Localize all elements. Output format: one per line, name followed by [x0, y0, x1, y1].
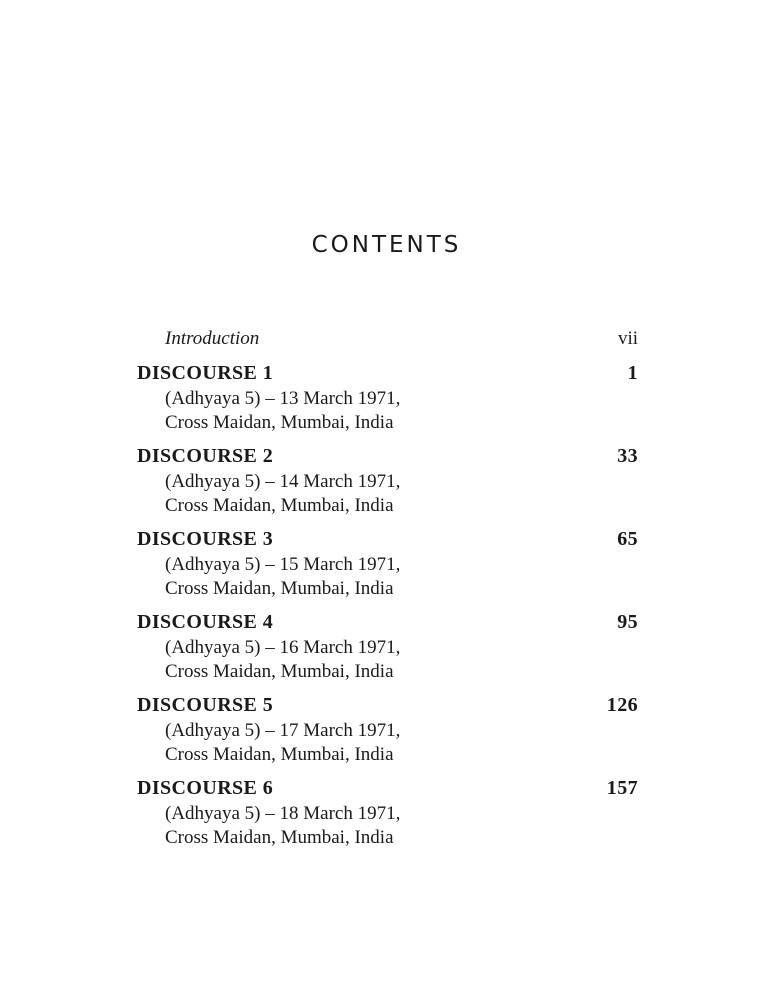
toc-page-number: 126 [606, 694, 638, 716]
toc-entry-title: DISCOURSE 4 [137, 611, 274, 633]
toc-entry-subtitle: (Adhyaya 5) – 14 March 1971, [165, 471, 401, 492]
toc-entry-location: Cross Maidan, Mumbai, India [165, 495, 394, 516]
toc-entry-subtitle: (Adhyaya 5) – 17 March 1971, [165, 720, 401, 741]
toc-entry-label: Introduction [165, 328, 260, 349]
toc-entry[interactable] [137, 777, 638, 850]
table-of-contents [137, 328, 638, 850]
toc-entry[interactable] [137, 611, 638, 684]
toc-page-number: 33 [617, 445, 638, 467]
toc-entry-subtitle: (Adhyaya 5) – 18 March 1971, [165, 803, 401, 824]
toc-entry[interactable] [137, 445, 638, 518]
toc-page-number: 157 [606, 777, 638, 799]
toc-entry[interactable] [137, 362, 638, 435]
toc-entry-title: DISCOURSE 1 [137, 362, 274, 384]
toc-entry-location: Cross Maidan, Mumbai, India [165, 578, 394, 599]
toc-entry-subtitle: (Adhyaya 5) – 16 March 1971, [165, 637, 401, 658]
toc-entry-title: DISCOURSE 5 [137, 694, 274, 716]
toc-entry-subtitle: (Adhyaya 5) – 15 March 1971, [165, 554, 401, 575]
toc-entry-title: DISCOURSE 6 [137, 777, 274, 799]
toc-page-number: 1 [627, 362, 638, 384]
toc-entry-introduction[interactable] [137, 328, 638, 352]
toc-entry[interactable] [137, 528, 638, 601]
toc-entry-location: Cross Maidan, Mumbai, India [165, 412, 394, 433]
toc-page-number: vii [617, 328, 638, 349]
toc-page-number: 95 [617, 611, 638, 633]
toc-entry-location: Cross Maidan, Mumbai, India [165, 661, 394, 682]
page-title: CONTENTS [311, 232, 462, 258]
toc-entry[interactable] [137, 694, 638, 767]
toc-entry-location: Cross Maidan, Mumbai, India [165, 827, 394, 848]
toc-entry-subtitle: (Adhyaya 5) – 13 March 1971, [165, 388, 401, 409]
toc-page-number: 65 [617, 528, 638, 550]
toc-entry-location: Cross Maidan, Mumbai, India [165, 744, 394, 765]
toc-entry-title: DISCOURSE 2 [137, 445, 274, 467]
toc-entry-title: DISCOURSE 3 [137, 528, 274, 550]
